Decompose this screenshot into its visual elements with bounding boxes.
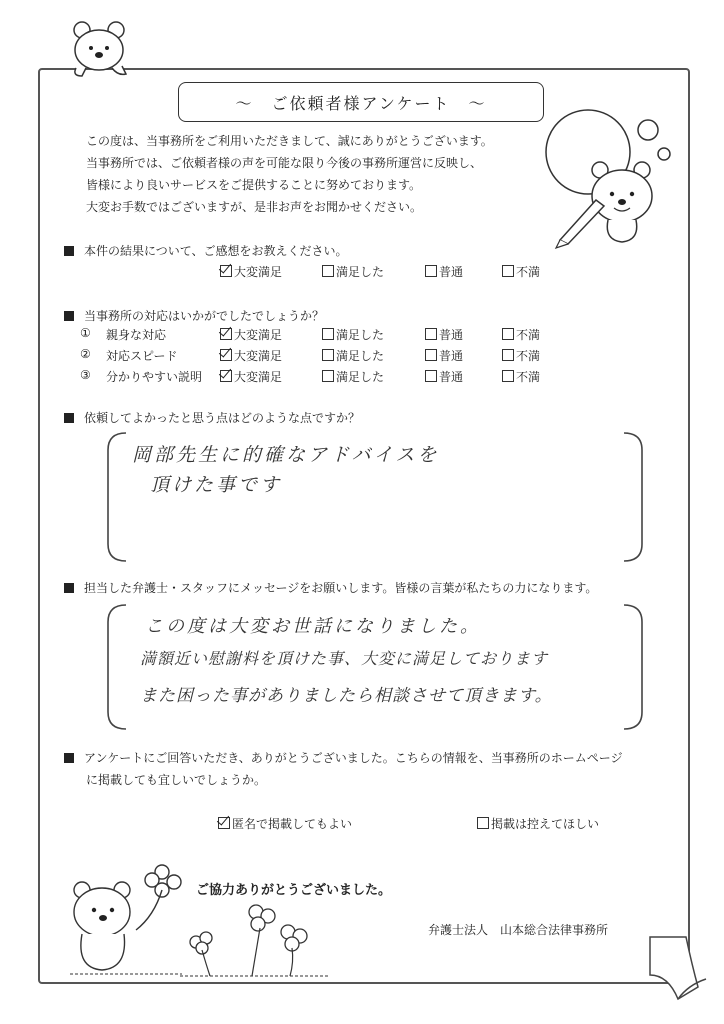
question-4-text: 担当した弁護士・スタッフにメッセージをお願いします。皆様の言葉が私たちの力になります。 (84, 581, 598, 595)
option-satisfied[interactable]: 満足した (322, 326, 384, 343)
question-2-row (0, 347, 724, 365)
option-anonymous-ok[interactable]: 匿名で掲載してもよい (218, 815, 352, 832)
option-very-satisfied[interactable]: 大変満足 (220, 326, 282, 343)
intro-line: 皆様により良いサービスをご提供することに努めております。 (86, 178, 422, 192)
row-number: ② (80, 347, 91, 361)
question-2-text: 当事務所の対応はいかがでしたでしょうか？ (84, 309, 325, 323)
page-title: ～ ご依頼者様アンケート ～ (178, 82, 544, 122)
checkbox-icon[interactable] (322, 370, 334, 382)
row-number: ③ (80, 368, 91, 382)
bear-with-pencil-icon (530, 108, 680, 250)
option-very-satisfied[interactable]: 大変満足 (220, 347, 282, 364)
checkbox-icon[interactable] (425, 328, 437, 340)
checkbox-icon[interactable] (425, 370, 437, 382)
checkbox-checked-icon[interactable] (220, 370, 232, 382)
checkbox-icon[interactable] (502, 328, 514, 340)
bullet-square-icon (64, 583, 74, 593)
question-5-options (0, 815, 724, 833)
intro-line: この度は、当事務所をご利用いただきまして、誠にありがとうございます。 (86, 134, 493, 148)
handwritten-answer-line: 頂けた事です (150, 474, 283, 496)
option-dissatisfied[interactable]: 不満 (502, 263, 540, 280)
checkbox-checked-icon[interactable] (220, 349, 232, 361)
row-label: 分かりやすい説明 (106, 370, 203, 384)
bullet-square-icon (64, 311, 74, 321)
option-very-satisfied[interactable]: 大変満足 (220, 263, 282, 280)
question-1-text: 本件の結果について、ご感想をお教えください。 (84, 244, 348, 258)
question-2 (64, 307, 324, 324)
option-dissatisfied[interactable]: 不満 (502, 368, 540, 385)
checkbox-icon[interactable] (425, 349, 437, 361)
bullet-square-icon (64, 413, 74, 423)
option-very-satisfied[interactable]: 大変満足 (220, 368, 282, 385)
option-normal[interactable]: 普通 (425, 326, 463, 343)
bullet-square-icon (64, 753, 74, 763)
option-satisfied[interactable]: 満足した (322, 347, 384, 364)
firm-name: 弁護士法人 山本総合法律事務所 (428, 923, 609, 937)
checkbox-checked-icon[interactable] (220, 265, 232, 277)
question-4 (64, 579, 597, 596)
bear-with-clover-icon (66, 856, 186, 980)
question-1 (64, 242, 348, 259)
option-normal[interactable]: 普通 (425, 347, 463, 364)
bullet-square-icon (64, 246, 74, 256)
intro-line: 当事務所では、ご依頼者様の声を可能な限り今後の事務所運営に反映し、 (86, 156, 483, 170)
checkbox-icon[interactable] (502, 370, 514, 382)
handwritten-answer-line: この度は大変お世話になりました。 (145, 616, 481, 637)
option-dissatisfied[interactable]: 不満 (502, 326, 540, 343)
question-5-text: アンケートにご回答いただき、ありがとうございました。こちらの情報を、当事務所のホームページ (84, 751, 623, 765)
option-dissatisfied[interactable]: 不満 (502, 347, 540, 364)
bear-peeking-icon (62, 18, 138, 80)
checkbox-icon[interactable] (322, 265, 334, 277)
question-5 (64, 749, 623, 766)
intro-line: 大変お手数ではございますが、是非お声をお聞かせください。 (86, 200, 423, 214)
checkbox-icon[interactable] (425, 265, 437, 277)
option-normal[interactable]: 普通 (425, 368, 463, 385)
question-1-options (0, 263, 724, 281)
intro-text (86, 130, 493, 218)
checkbox-icon[interactable] (502, 349, 514, 361)
question-2-row (0, 326, 724, 344)
handwritten-answer-line: また困った事がありましたら相談させて頂きます。 (140, 686, 553, 706)
checkbox-icon[interactable] (502, 265, 514, 277)
closing-message: ご協力ありがとうございました。 (196, 883, 392, 898)
handwritten-answer-line: 満額近い慰謝料を頂けた事、大変に満足しております (140, 649, 549, 668)
clover-flowers-icon (180, 900, 330, 980)
page-curl-icon (648, 935, 718, 1005)
question-3-text: 依頼してよかったと思う点はどのような点ですか？ (84, 411, 361, 425)
checkbox-checked-icon[interactable] (218, 817, 230, 829)
checkbox-icon[interactable] (322, 328, 334, 340)
handwritten-answer-line: 岡部先生に的確なアドバイスを (132, 444, 440, 466)
question-2-row (0, 368, 724, 386)
checkbox-checked-icon[interactable] (220, 328, 232, 340)
option-normal[interactable]: 普通 (425, 263, 463, 280)
question-3 (64, 409, 360, 426)
row-label: 対応スピード (106, 349, 178, 363)
checkbox-icon[interactable] (477, 817, 489, 829)
option-decline-publish[interactable]: 掲載は控えてほしい (477, 815, 599, 832)
checkbox-icon[interactable] (322, 349, 334, 361)
row-number: ① (80, 326, 91, 340)
option-satisfied[interactable]: 満足した (322, 368, 384, 385)
row-label: 親身な対応 (106, 328, 167, 342)
question-5-text-cont: に掲載しても宜しいでしょうか。 (86, 773, 267, 787)
option-satisfied[interactable]: 満足した (322, 263, 384, 280)
